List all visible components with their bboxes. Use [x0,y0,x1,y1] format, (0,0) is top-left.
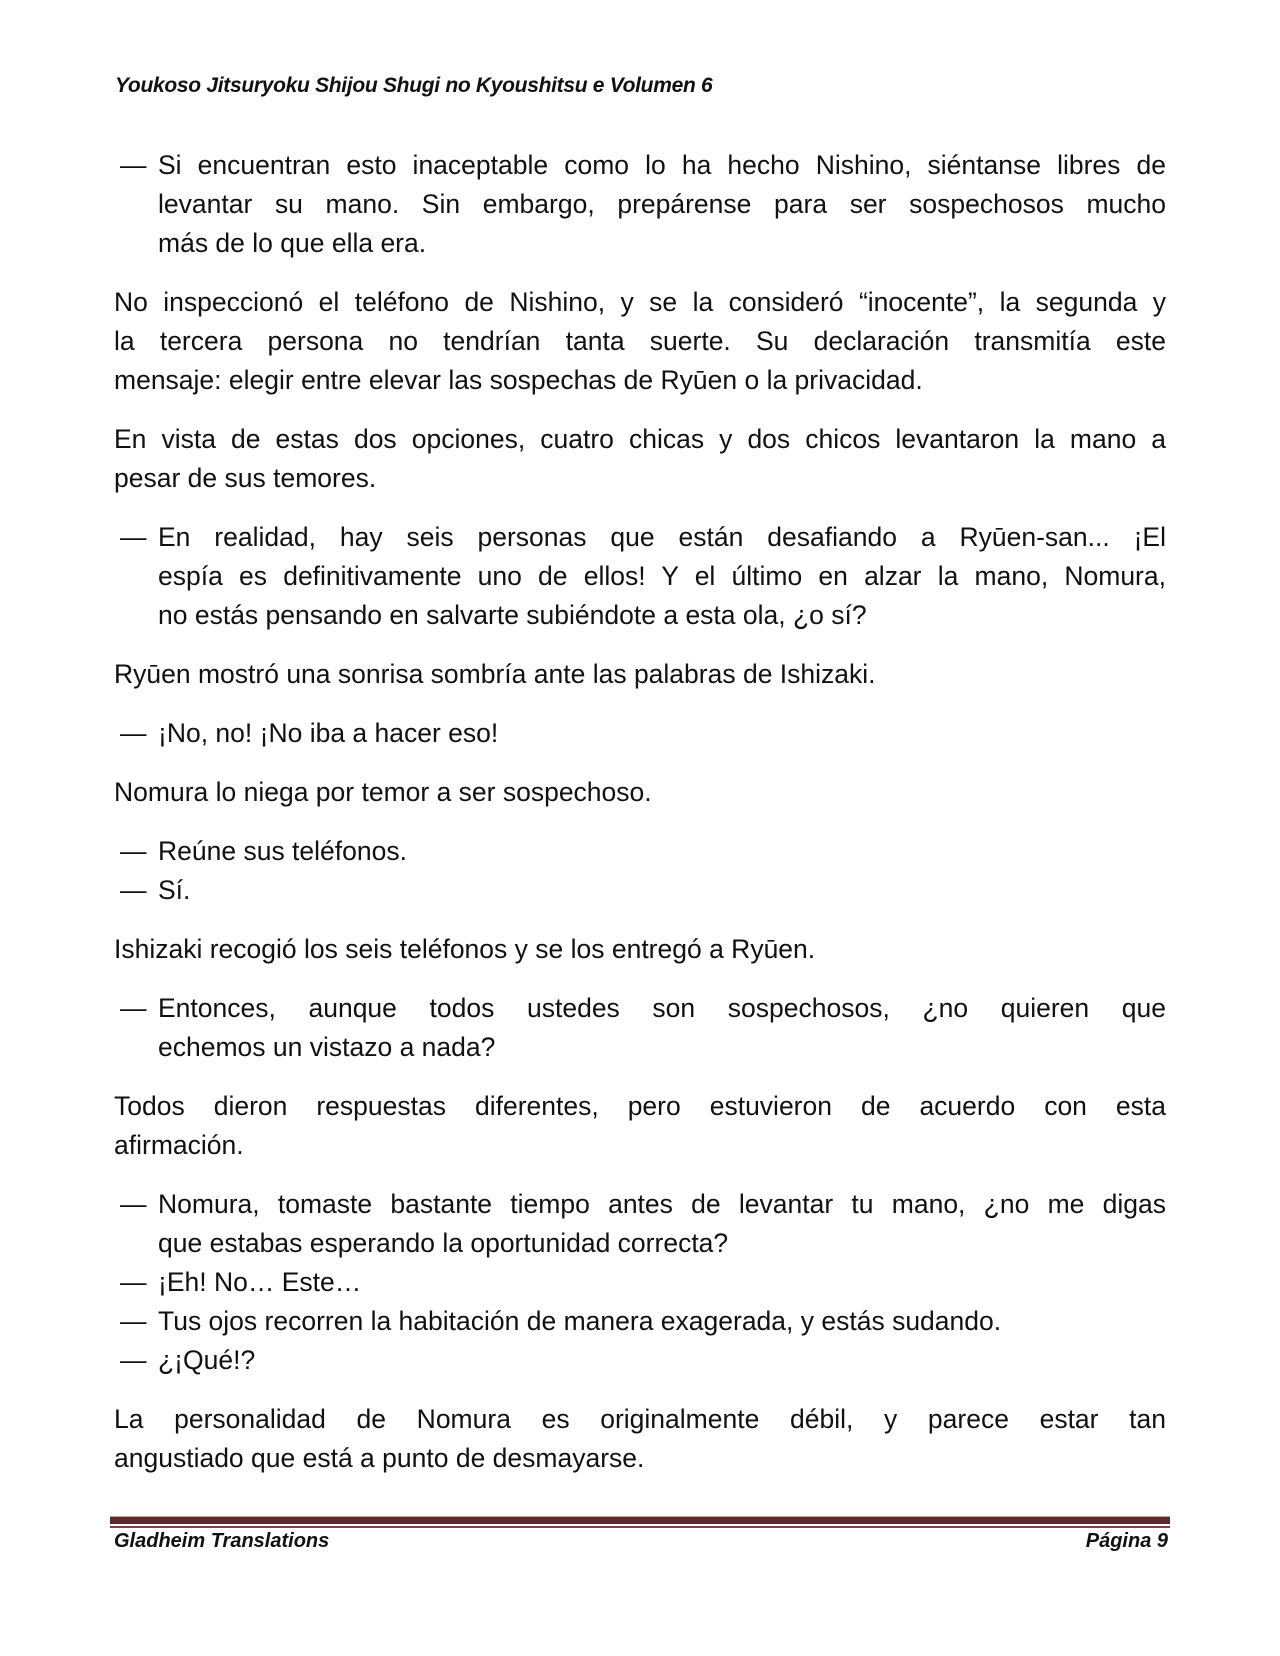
text-line [114,832,1166,871]
dialogue-dash: — [120,875,147,905]
text-line: pesar de sus temores. [114,463,377,493]
text-line [114,146,1166,185]
text-line [114,185,1166,224]
line-text: Nomura, tomaste bastante tiempo antes de levantar tu mano, ¿no me digas [158,1189,1166,1219]
text-line: la tercera persona no tendrían tanta suerte. Su declaración transmitía este [114,326,1166,356]
line-text: que estabas esperando la oportunidad correcta? [158,1228,729,1258]
text-line: En vista de estas dos opciones, cuatro chicas y dos chicos levantaron la mano a [114,424,1166,454]
dialogue-dash: — [120,522,147,552]
dialogue-block [114,518,1166,635]
dialogue-dash: — [120,993,147,1023]
dialogue-block [114,832,1166,910]
footer-rule-thin [110,1526,1170,1528]
dialogue-dash: — [120,836,147,866]
text-line: mensaje: elegir entre elevar las sospechas de Ryūen o la privacidad. [114,365,923,395]
page-number: Página 9 [1085,1530,1168,1552]
paragraph [114,283,1166,400]
text-line [114,1224,1166,1263]
line-text: más de lo que ella era. [158,228,427,258]
paragraph [114,1087,1166,1165]
footer-translator: Gladheim Translations [114,1530,330,1552]
text-line: No inspeccionó el teléfono de Nishino, y se la consideró “inocente”, la segunda y [114,287,1166,317]
line-text: espía es definitivamente uno de ellos! Y el último en alzar la mano, Nomura, [158,561,1166,591]
line-text: Tus ojos recorren la habitación de manera exagerada, y estás sudando. [158,1306,1002,1336]
line-text: Reúne sus teléfonos. [158,836,407,866]
text-line [114,989,1166,1028]
paragraph [114,655,1166,694]
dialogue-dash: — [120,1189,147,1219]
text-line: afirmación. [114,1130,244,1160]
dialogue-block [114,714,1166,753]
dialogue-block [114,989,1166,1067]
dialogue-dash: — [120,718,147,748]
text-line [114,1263,1166,1302]
footer-rule [110,1516,1170,1524]
text-line [114,1302,1166,1341]
text-line: Ryūen mostró una sonrisa sombría ante las palabras de Ishizaki. [114,659,876,689]
paragraph [114,420,1166,498]
line-text: levantar su mano. Sin embargo, prepárense para ser sospechosos mucho [158,189,1166,219]
dialogue-dash: — [120,150,147,180]
dialogue-block [114,1185,1166,1380]
running-header: Youkoso Jitsuryoku Shijou Shugi no Kyoushitsu e Volumen 6 [115,74,713,97]
text-line: Ishizaki recogió los seis teléfonos y se los entregó a Ryūen. [114,934,816,964]
line-text: Sí. [158,875,191,905]
paragraph [114,930,1166,969]
text-line [114,714,1166,753]
paragraph [114,773,1166,812]
paragraph [114,1400,1166,1478]
line-text: En realidad, hay seis personas que están desafiando a Ryūen-san... ¡El [158,522,1166,552]
line-text: no estás pensando en salvarte subiéndote a esta ola, ¿o sí? [158,600,867,630]
text-line [114,557,1166,596]
text-line [114,224,1166,263]
text-line: La personalidad de Nomura es originalmente débil, y parece estar tan [114,1404,1166,1434]
text-line [114,871,1166,910]
dialogue-dash: — [120,1267,147,1297]
dialogue-dash: — [120,1306,147,1336]
dialogue-block [114,146,1166,263]
line-text: ¿¡Qué!? [158,1345,256,1375]
text-line: Nomura lo niega por temor a ser sospechoso. [114,777,652,807]
line-text: Entonces, aunque todos ustedes son sospechosos, ¿no quieren que [158,993,1166,1023]
line-text: ¡Eh! No… Este… [158,1267,362,1297]
line-text: Si encuentran esto inaceptable como lo ha hecho Nishino, siéntanse libres de [158,150,1166,180]
text-line: Todos dieron respuestas diferentes, pero estuvieron de acuerdo con esta [114,1091,1166,1121]
page-body [114,146,1166,1498]
text-line [114,1028,1166,1067]
dialogue-dash: — [120,1345,147,1375]
line-text: ¡No, no! ¡No iba a hacer eso! [158,718,499,748]
text-line [114,596,1166,635]
text-line [114,518,1166,557]
text-line [114,1341,1166,1380]
text-line [114,1185,1166,1224]
line-text: echemos un vistazo a nada? [158,1032,496,1062]
text-line: angustiado que está a punto de desmayarse. [114,1443,645,1473]
